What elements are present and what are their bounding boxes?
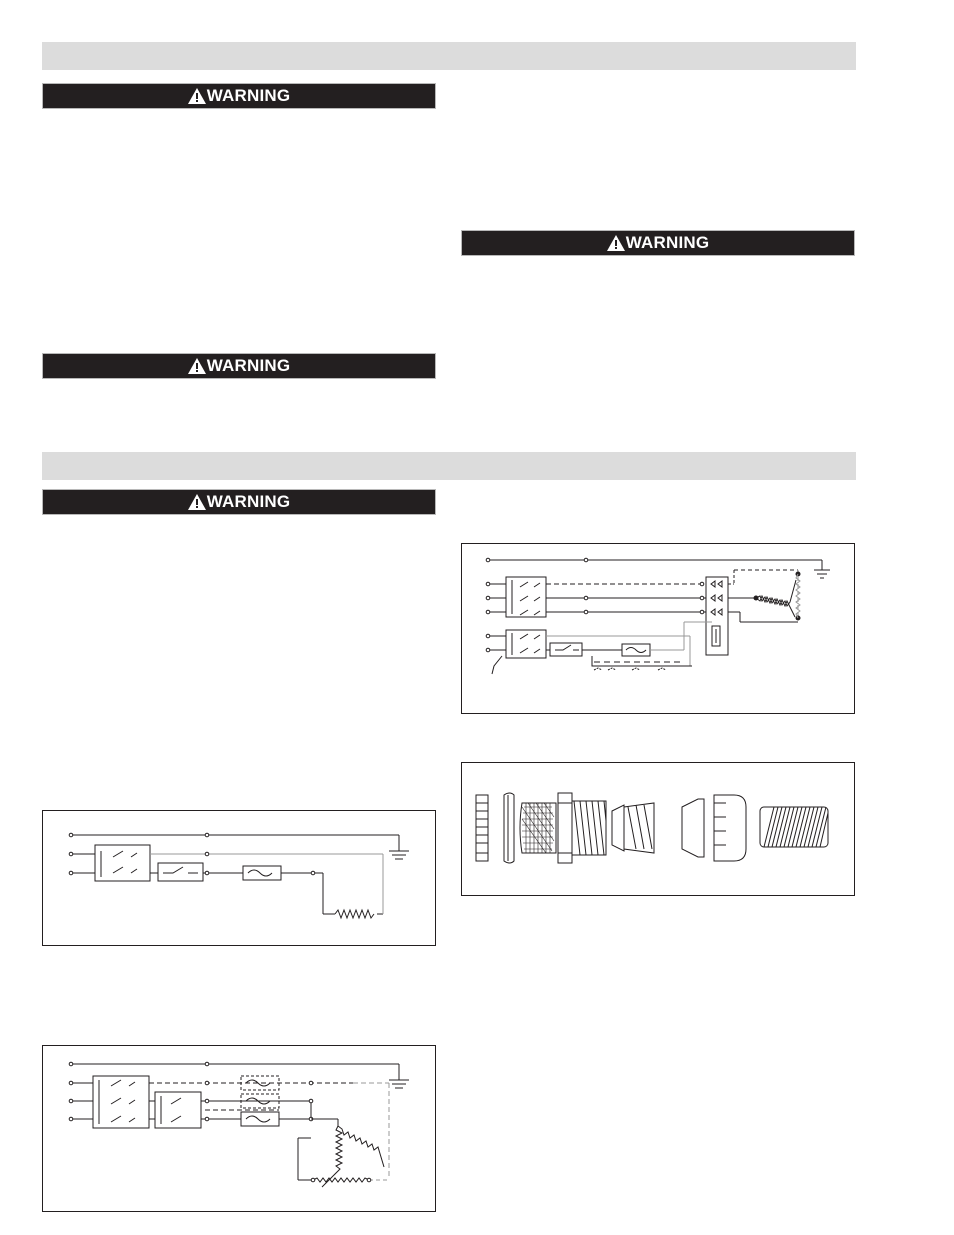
warning-label: WARNING <box>625 233 710 252</box>
warning-label: WARNING <box>206 492 291 511</box>
section-header-bar-2 <box>42 452 856 480</box>
section-header-bar-1 <box>42 42 856 70</box>
wiring-diagram-single-phase <box>42 810 436 946</box>
warning-triangle-icon <box>188 358 206 374</box>
warning-banner-4 <box>42 489 436 515</box>
wiring-diagram-three-phase-contactor <box>461 543 855 714</box>
warning-banner-1 <box>42 83 436 109</box>
warning-triangle-icon <box>188 88 206 104</box>
warning-triangle-icon <box>188 494 206 510</box>
warning-label: WARNING <box>206 356 291 375</box>
warning-triangle-icon <box>607 235 625 251</box>
warning-label: WARNING <box>206 86 291 105</box>
conduit-fitting-exploded-view <box>461 762 855 896</box>
warning-banner-3 <box>461 230 855 256</box>
wiring-diagram-three-phase-delta <box>42 1045 436 1212</box>
warning-banner-2 <box>42 353 436 379</box>
